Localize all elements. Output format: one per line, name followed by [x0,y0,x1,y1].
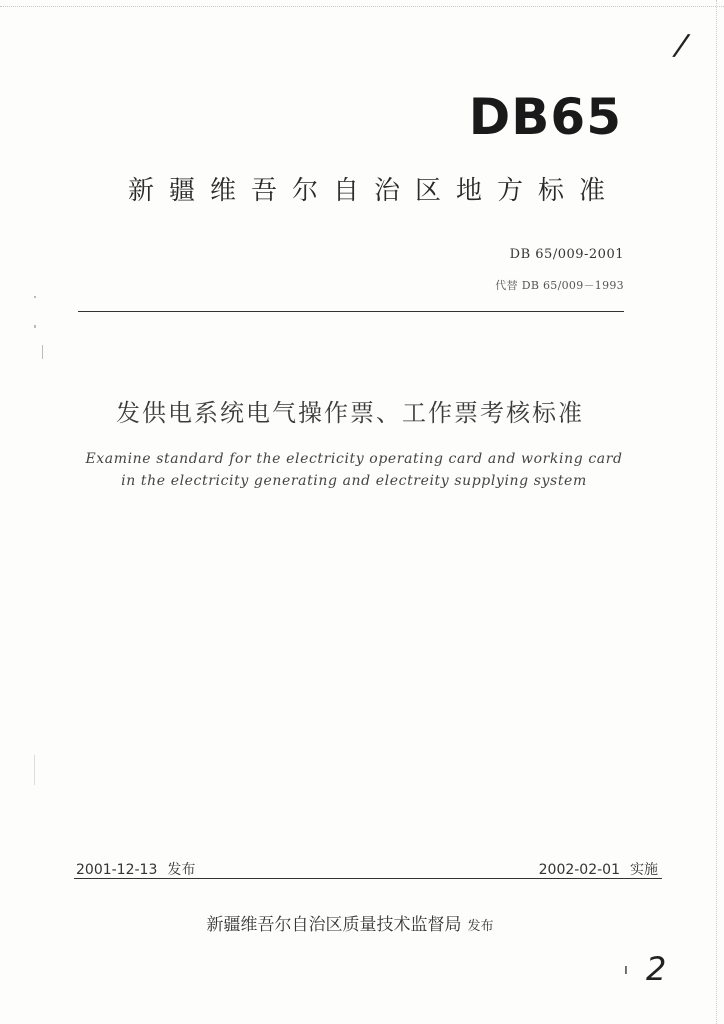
handwritten-page-number: 2 [646,950,667,988]
issue-label: 发布 [167,862,196,878]
issue-date [76,859,195,879]
scan-speck [34,325,36,328]
scan-top-edge [0,0,724,7]
publisher-line [0,910,700,935]
standard-code: DB65 [468,88,622,146]
document-title-english-line-1: Examine standard for the electricity operating card and working card [85,451,623,467]
footer-divider [74,878,662,879]
standard-number: DB 65/009-2001 [509,247,624,262]
scan-speck [34,755,35,785]
issuing-authority-heading: 新疆维吾尔自治区地方标准 [128,176,621,206]
header-divider [78,311,624,312]
scan-speck [34,296,36,298]
replaced-standard: 代替 DB 65/009－1993 [495,279,624,292]
handwritten-mark: / [673,27,689,64]
scan-speck [42,345,43,359]
publisher-name: 新疆维吾尔自治区质量技术监督局 [206,915,462,935]
document-title-chinese: 发供电系统电气操作票、工作票考核标准 [116,399,584,427]
scan-right-edge [716,0,718,1024]
publisher-suffix: 发布 [467,919,494,934]
handwritten-tick: ı [624,962,628,978]
implementation-label: 实施 [630,862,658,878]
document-title-english-line-2: in the electricity generating and electreity supplying system [121,473,587,489]
implementation-date-value: 2002-02-01 [538,862,620,878]
implementation-date [539,859,658,879]
issue-date-value: 2001-12-13 [76,862,158,878]
